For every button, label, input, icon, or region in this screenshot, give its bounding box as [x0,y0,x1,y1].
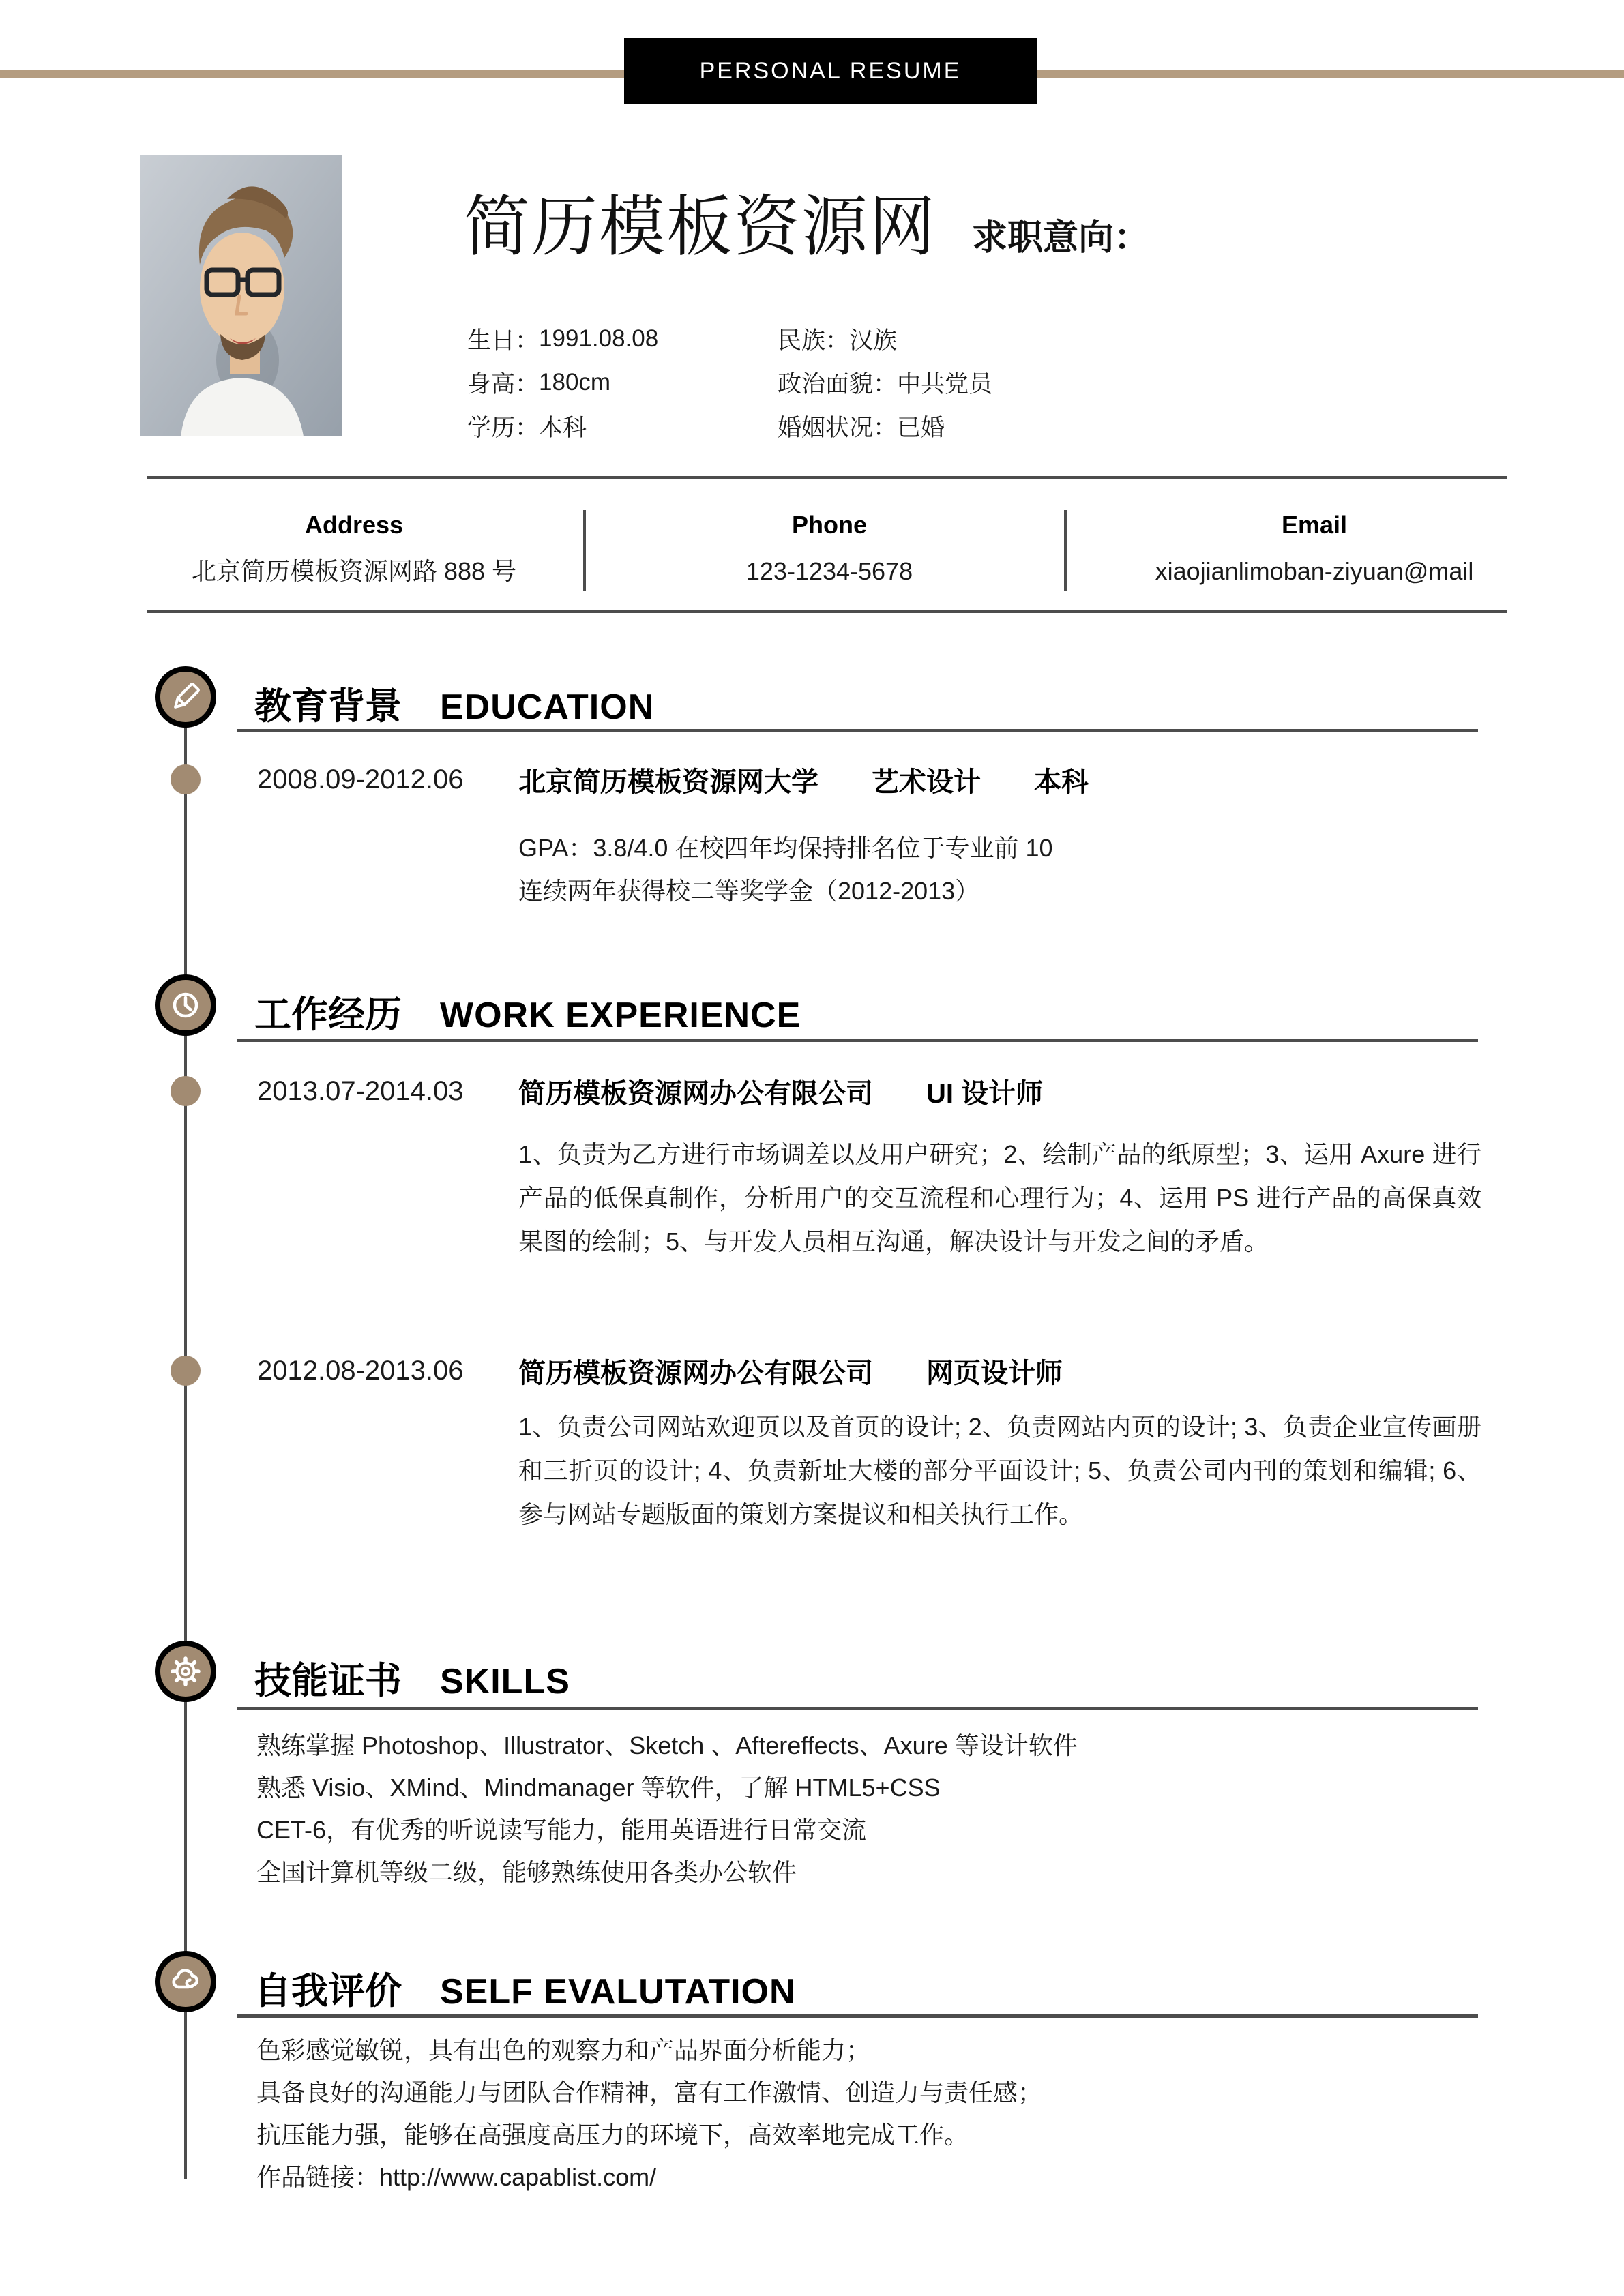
education-major: 艺术设计 [872,766,981,797]
education-section-icon [155,666,216,728]
work-entry-1-company: 简历模板资源网办公有限公司 [518,1078,873,1109]
name-row [464,183,1149,271]
self-eval-line: 色彩感觉敏锐，具有出色的观察力和产品界面分析能力； [256,2036,871,2064]
education-detail-line: GPA：3.8/4.0 在校四年均保持排名位于专业前 10 [518,834,1053,862]
contact-phone [618,510,1041,586]
education-entry-header [518,763,1089,796]
work-entry-2-position: 网页设计师 [926,1358,1063,1388]
skill-line: CET-6，有优秀的听说读写能力，能用英语进行日常交流 [256,1816,867,1844]
contact-phone-value: 123-1234-5678 [745,557,913,585]
skills-lines [256,1725,1078,1894]
timeline-dot-work-1 [171,1076,201,1106]
gear-icon [168,1654,203,1689]
work-title-rule [237,1039,1478,1042]
info-column-left [467,317,658,448]
pencil-icon [168,679,203,715]
banner [624,38,1037,104]
field-birthday: 生日： 1991.08.08 [467,325,659,354]
skill-line: 全国计算机等级二级，能够熟练使用各类办公软件 [256,1858,797,1886]
timeline-dot-work-2 [171,1356,201,1386]
contact-address-value: 北京简历模板资源网路 888 号 [191,557,517,585]
contact-email-value: xiaojianlimoban-ziyuan@mail [1155,557,1474,585]
work-entry-1-header [518,1075,1043,1107]
work-entry-2-description: 1、负责公司网站欢迎页以及首页的设计; 2、负责网站内页的设计; 3、负责企业宣传画册和三折页的设计; 4、负责新址大楼的部分平面设计; 5、负责公司内刊的策划和编辑; 6、参与网站专题版面的策划方案提议和相关执行工作。 [518,1413,1481,1528]
portrait-illustration [140,155,342,436]
self-eval-line: 具备良好的沟通能力与团队合作精神，富有工作激情、创造力与责任感； [256,2078,1043,2106]
contact-email [1103,510,1526,586]
contact-email-label: Email [1281,511,1348,539]
info-column-right [778,317,992,448]
skill-line: 熟练掌握 Photoshop、Illustrator、Sketch 、Aftereffects、Axure 等设计软件 [256,1731,1078,1759]
portrait-photo [140,155,342,436]
work-entry-1-description: 1、负责为乙方进行市场调差以及用户研究；2、绘制产品的纸原型；3、运用 Axure 进行产品的低保真制作，分析用户的交互流程和心理行为；4、运用 PS 进行产品的高保真效果图的绘制；5、与开发人员相互沟通，解决设计与开发之间的矛盾。 [518,1140,1481,1255]
contact-divider-2 [1064,510,1067,591]
education-section-title: 教育背景 EDUCATION [254,686,655,727]
skills-section-icon [155,1641,216,1702]
field-marital-status: 婚姻状况： 已婚 [778,415,945,441]
self-eval-section-icon [155,1951,216,2012]
clock-icon [168,987,203,1023]
contact-divider-1 [583,510,586,591]
self-eval-section-title: 自我评价 SELF EVALUTATION [254,1971,796,2012]
work-entry-2-company: 简历模板资源网办公有限公司 [518,1358,873,1388]
portfolio-link-line: 作品链接：http://www.capablist.com/ [256,2163,657,2191]
skills-title-rule [237,1707,1478,1710]
field-ethnicity: 民族： 汉族 [778,327,898,354]
education-entry-date: 2008.09-2012.06 [257,764,464,794]
field-education-level: 学历： 本科 [467,415,587,441]
skill-line: 熟悉 Visio、XMind、Mindmanager 等软件，了解 HTML5+CSS [256,1774,941,1802]
work-section-title: 工作经历 WORK EXPERIENCE [254,994,801,1035]
work-entry-1-date: 2013.07-2014.03 [257,1075,464,1106]
work-entry-2-header [518,1354,1063,1387]
education-details [518,826,1053,912]
self-eval-title-rule [237,2014,1478,2018]
cloud-icon [168,1964,203,1999]
education-degree: 本科 [1034,766,1089,797]
education-detail-line: 连续两年获得校二等奖学金（2012-2013） [518,877,980,905]
contact-top-rule [147,476,1507,479]
skills-section-title: 技能证书 SKILLS [254,1660,570,1701]
education-school: 北京简历模板资源网大学 [518,766,818,797]
work-entry-1-position: UI 设计师 [926,1078,1044,1109]
work-section-icon [155,974,216,1036]
timeline-dot-education [171,764,201,794]
education-title-rule [237,729,1478,732]
contact-address-label: Address [304,511,404,539]
candidate-name: 简历模板资源网 [464,190,936,264]
work-entry-2-date: 2012.08-2013.06 [257,1355,464,1386]
banner-label: PERSONAL RESUME [699,57,962,84]
self-eval-line: 抗压能力强，能够在高强度高压力的环境下，高效率地完成工作。 [256,2121,969,2149]
contact-bottom-rule [147,610,1507,613]
self-eval-lines [256,2029,1042,2198]
contact-address [143,510,565,586]
job-intent-label: 求职意向： [972,218,1150,258]
field-height: 身高： 180cm [467,369,611,398]
contact-phone-label: Phone [791,511,867,539]
field-political-status: 政治面貌： 中共党员 [778,371,993,398]
